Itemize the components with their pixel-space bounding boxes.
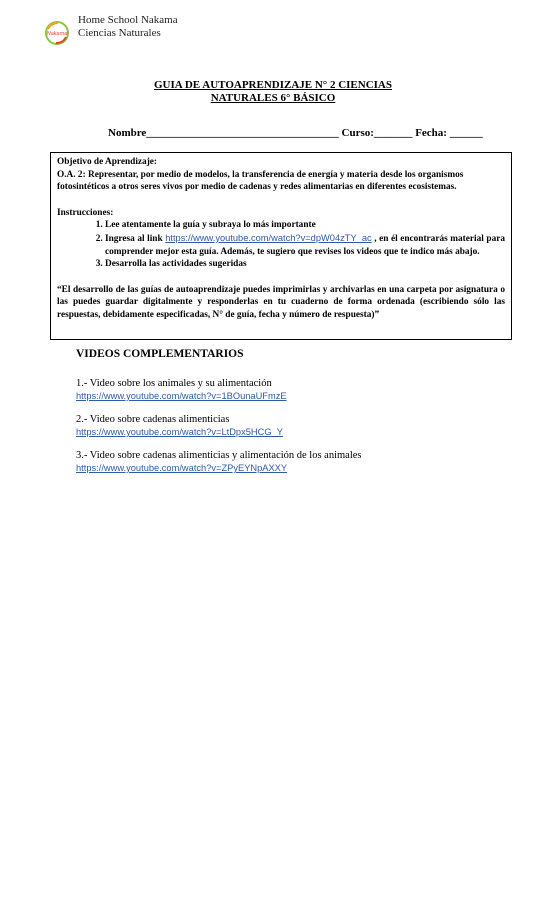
video-link[interactable]: https://www.youtube.com/watch?v=1BOunaUFmzE bbox=[76, 391, 287, 401]
video-link[interactable]: https://www.youtube.com/watch?v=ZPyEYNpAXXY bbox=[76, 463, 288, 473]
objective-text: O.A. 2: Representar, por medio de modelos, la transferencia de energía y materia desde los organismos fotosintéticos a otros seres vivos por medio de cadenas y redes alimentarias en diferentes ecosistemas. bbox=[57, 169, 464, 193]
videos-heading: VIDEOS COMPLEMENTARIOS bbox=[76, 348, 244, 360]
instruction-item: 1. Lee atentamente la guía y subraya lo más importante bbox=[105, 219, 505, 232]
video-label: 2.- Video sobre cadenas alimenticias bbox=[76, 413, 230, 425]
guide-title-line-2: NATURALES 6° BÁSICO bbox=[210, 92, 336, 104]
school-info bbox=[78, 14, 178, 40]
video-label: 1.- Video sobre los animales y su alimentación bbox=[76, 377, 272, 389]
subject-name: Ciencias Naturales bbox=[78, 27, 161, 39]
video-item bbox=[76, 414, 516, 439]
school-logo-icon bbox=[44, 20, 70, 46]
youtube-main-link[interactable]: https://www.youtube.com/watch?v=dpW04zTY_ac bbox=[165, 232, 372, 243]
instructions-list bbox=[57, 219, 505, 270]
curso-field[interactable]: _______ bbox=[373, 127, 413, 139]
video-label: 3.- Video sobre cadenas alimenticias y alimentación de los animales bbox=[76, 449, 362, 461]
curso-label: Curso: bbox=[341, 127, 374, 139]
instructions-quote: “El desarrollo de las guías de autoaprendizaje puedes imprimirlas y archivarlas en una carpeta por asignatura o las puedes guardar digitalmente y responderlas en tu cuaderno de forma ordenada (escribiendo sólo las respuestas, debidamente especificadas, N° de guía, fecha y número de respuesta)” bbox=[57, 284, 505, 320]
instruction-item: 3. Desarrolla las actividades sugeridas bbox=[105, 258, 505, 271]
document-header bbox=[44, 14, 178, 46]
instruction-text: , en él encontrarás material para comprender mejor esta guía. Además, te sugiero que revises los videos que te indico más abajo. bbox=[105, 233, 505, 257]
instruction-text: Ingresa al link bbox=[105, 233, 166, 244]
complementary-videos-section bbox=[76, 348, 516, 486]
objective-heading: Objetivo de Aprendizaje: bbox=[57, 157, 158, 167]
video-item bbox=[76, 378, 516, 403]
school-name: Home School Nakama bbox=[78, 14, 178, 26]
student-info-line bbox=[108, 127, 483, 139]
fecha-label: Fecha: bbox=[415, 127, 447, 139]
instruction-item bbox=[105, 232, 505, 258]
nombre-field[interactable]: ___________________________________ bbox=[146, 127, 339, 139]
svg-text:Nakama: Nakama bbox=[46, 31, 68, 37]
video-item bbox=[76, 450, 516, 475]
instructions-heading: Instrucciones: bbox=[57, 207, 114, 218]
objectives-box bbox=[50, 152, 512, 340]
guide-title-line-1: GUIA DE AUTOAPRENDIZAJE N° 2 CIENCIAS bbox=[154, 79, 392, 91]
nombre-label: Nombre bbox=[108, 127, 147, 139]
guide-title bbox=[0, 79, 546, 105]
video-link[interactable]: https://www.youtube.com/watch?v=LtDpx5HCG_Y bbox=[76, 427, 283, 437]
fecha-field[interactable]: ______ bbox=[449, 127, 483, 139]
